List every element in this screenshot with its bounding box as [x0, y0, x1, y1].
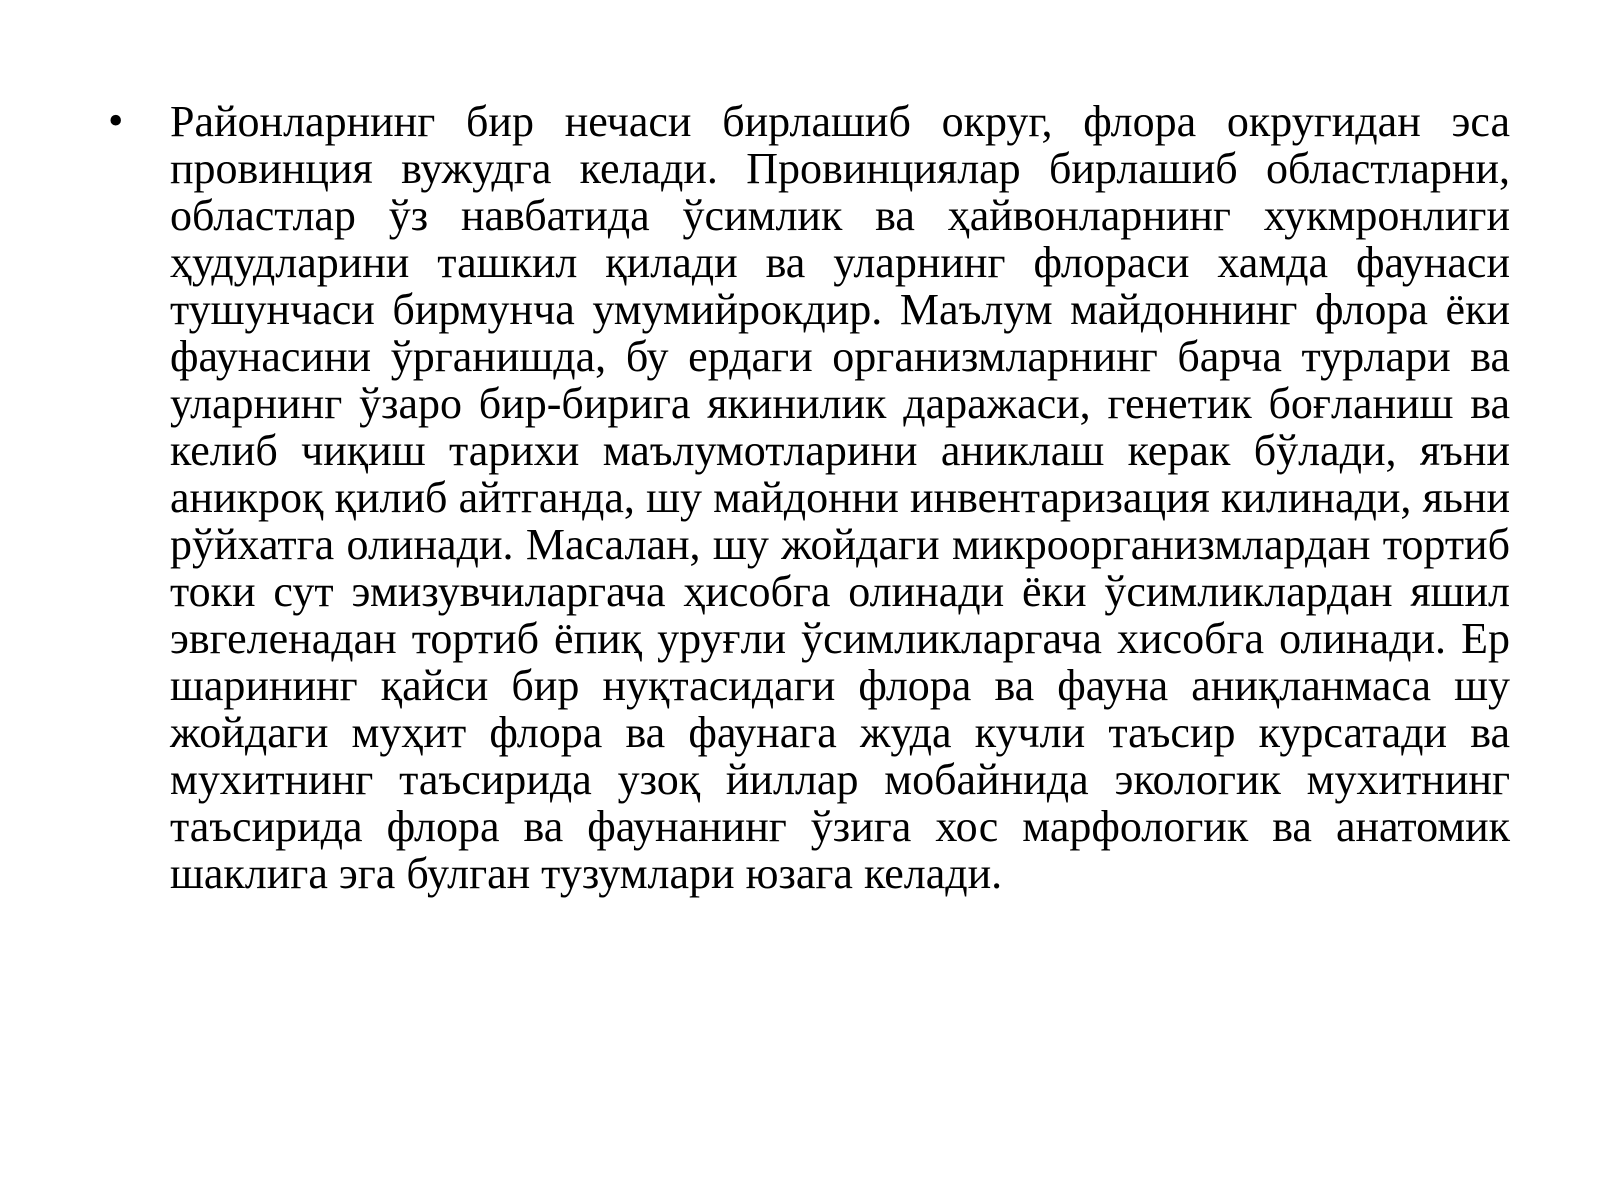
bullet-marker: • [108, 96, 124, 145]
body-paragraph: Районларнинг бир нечаси бирлашиб округ, флора округидан эса провинция вужудга келади. Провинциялар бирлашиб областларни, областлар ўз навбатида ўсимлик ва ҳайвонларнинг хукмронлиги ҳудудларини ташкил қилади ва уларнинг флораси хамда фаунаси тушунчаси бирмунча умумийрокдир. Маълум майдоннинг флора ёки фаунасини ўрганишда, бу ердаги организмларнинг барча турлари ва уларнинг ўзаро бир-бирига якинилик даражаси, генетик боғланиш ва келиб чиқиш тарихи маълумотларини аниклаш керак бўлади, яъни аникроқ қилиб айтганда, шу майдонни инвентаризация килинади, яьни рўйхатга олинади. Масалан, шу жойдаги микроорганизмлардан тортиб токи сут эмизувчиларгача ҳисобга олинади ёки ўсимликлардан яшил эвгеленадан тортиб ёпиқ уруғли ўсимликларгача хисобга олинади. Ер шарининг қайси бир нуқтасидаги флора ва фауна аниқланмаса шу жойдаги муҳит флора ва фаунага жуда кучли таъсир курсатади ва мухитнинг таъсирида узоқ йиллар мобайнида экологик мухитнинг таъсирида флора ва фаунанинг ўзига хос марфологик ва анатомик шаклига эга булган тузумлари юзага келади. [170, 97, 1510, 898]
